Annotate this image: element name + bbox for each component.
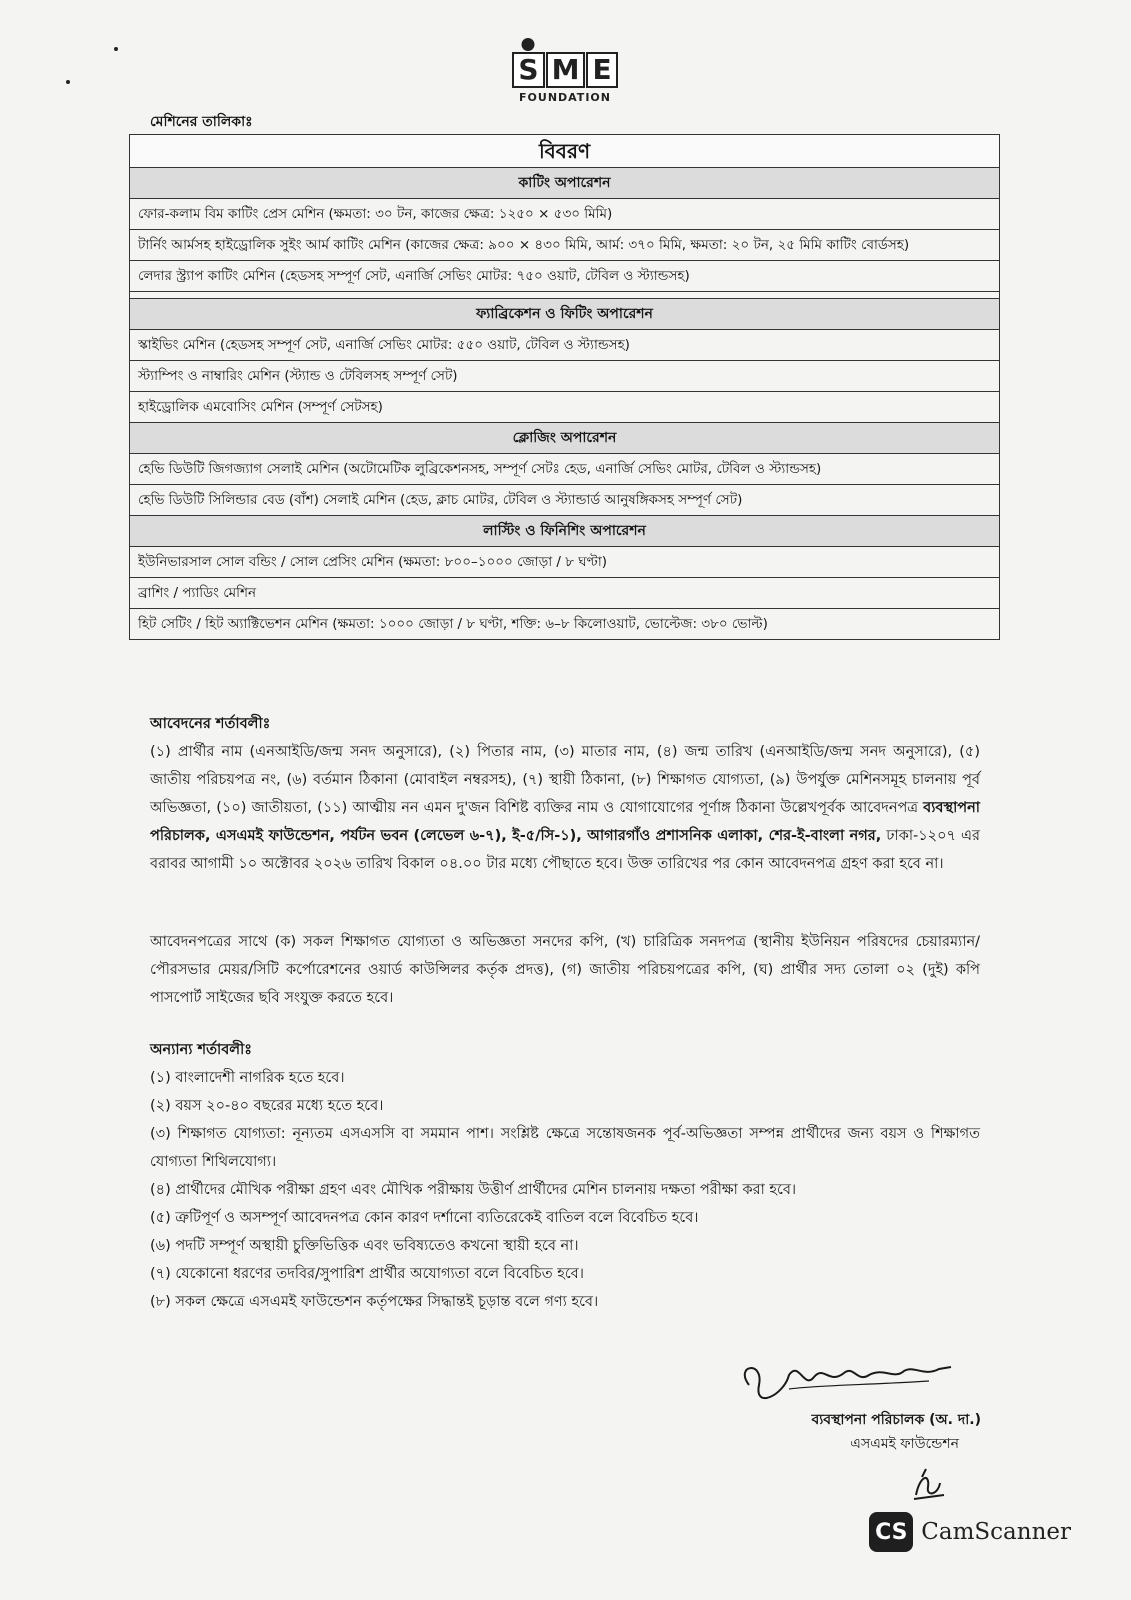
logo-letter: M	[546, 52, 586, 88]
section-title: লাস্টিং ও ফিনিশিং অপারেশন	[130, 516, 1000, 547]
machine-item: হেভি ডিউটি সিলিন্ডার বেড (বাঁশ) সেলাই মেশিন (হেড, ক্লাচ মোটর, টেবিল ও স্ট্যান্ডার্ড আনুষঙ্গিকসহ সম্পূর্ণ সেট)	[130, 485, 1000, 516]
application-terms-heading: আবেদনের শর্তাবলীঃ	[150, 716, 271, 732]
machine-item: স্ট্যাম্পিং ও নাম্বারিং মেশিন (স্ট্যান্ড ও টেবিলসহ সম্পূর্ণ সেট)	[130, 361, 1000, 392]
machine-list-table	[129, 134, 1000, 640]
camscanner-label: CamScanner	[921, 1519, 1071, 1545]
signature-block	[811, 1370, 981, 1456]
application-deadline: ঢাকা-১২০৭ এর বরাবর আগামী ১০ অক্টোবর ২০২৬ তারিখ বিকাল ০৪.০০ টার মধ্যে পৌছাতে হবে। উক্ত তারিখের পর কোন আবেদনপত্র গ্রহণ করা হবে না।	[150, 828, 980, 872]
other-terms	[150, 1036, 980, 1316]
machine-item: ইউনিভারসাল সোল বন্ডিং / সোল প্রেসিং মেশিন (ক্ষমতা: ৮০০–১০০০ জোড়া / ৮ ঘণ্টা)	[130, 547, 1000, 578]
term-item: (৪) প্রার্থীদের মৌখিক পরীক্ষা গ্রহণ এবং মৌখিক পরীক্ষায় উত্তীর্ণ প্রার্থীদের মেশিন চালনায় দক্ষতা পরীক্ষা করা হবে।	[150, 1182, 797, 1198]
table-spacer	[130, 292, 1000, 299]
other-terms-heading: অন্যান্য শর্তাবলীঃ	[150, 1042, 252, 1058]
term-item: (৩) শিক্ষাগত যোগ্যতা: নূন্যতম এসএসসি বা সমমান পাশ। সংশ্লিষ্ট ক্ষেত্রে সন্তোষজনক পূর্ব-অভিজ্ঞতা সম্পন্ন প্রার্থীদের জন্য বয়স ও শিক্ষাগত যোগ্যতা শিথিলযোগ্য।	[150, 1126, 980, 1170]
term-item: (২) বয়স ২০-৪০ বছরের মধ্যে হতে হবে।	[150, 1098, 384, 1114]
application-terms-paragraph	[150, 738, 980, 878]
camscanner-icon: CS	[869, 1512, 913, 1552]
application-address: ব্যবস্থাপনা পরিচালক, এসএমই ফাউন্ডেশন, পর্যটন ভবন (লেভেল ৬-৭), ই-৫/সি-১), আগারগাঁও প্রশাসনিক এলাকা, শের-ই-বাংলা নগর,	[150, 800, 980, 844]
logo-letter: E	[586, 52, 617, 88]
machine-item: হাইড্রোলিক এমবোসিং মেশিন (সম্পূর্ণ সেটসহ)	[130, 392, 1000, 423]
machine-item: ফোর-কলাম বিম কাটিং প্রেস মেশিন (ক্ষমতা: ৩০ টন, কাজের ক্ষেত্র: ১২৫০ × ৫৩০ মিমি)	[130, 199, 1000, 230]
initials-mark	[908, 1465, 948, 1505]
application-terms-text: (১) প্রার্থীর নাম (এনআইডি/জন্ম সনদ অনুসারে), (২) পিতার নাম, (৩) মাতার নাম, (৪) জন্ম তারিখ (এনআইডি/জন্ম সনদ অনুসারে), (৫) জাতীয় পরিচয়পত্র নং, (৬) বর্তমান ঠিকানা (মোবাইল নম্বরসহ), (৭) স্থায়ী ঠিকানা, (৮) শিক্ষাগত যোগ্যতা, (৯) উপর্যুক্ত মেশিনসমূহ চালনায় পূর্ব অভিজ্ঞতা, (১০) জাতীয়তা, (১১) আত্মীয় নন এমন দু'জন বিশিষ্ট ব্যক্তির নাম ও যোগাযোগের পূর্ণাঙ্গ ঠিকানা উল্লেখপূর্বক আবেদনপত্র	[150, 744, 980, 816]
term-item: (৮) সকল ক্ষেত্রে এসএমই ফাউন্ডেশন কর্তৃপক্ষের সিদ্ধান্তই চূড়ান্ত বলে গণ্য হবে।	[150, 1294, 599, 1310]
signatory-title: ব্যবস্থাপনা পরিচালক (অ. দা.)	[811, 1412, 981, 1428]
machine-item: টার্নিং আর্মসহ হাইড্রোলিক সুইং আর্ম কাটিং মেশিন (কাজের ক্ষেত্র: ৯০০ × ৪৩০ মিমি, আর্ম: ৩৭০ মিমি, ক্ষমতা: ২০ টন, ২৫ মিমি কাটিং বোর্ডসহ)	[130, 230, 1000, 261]
term-item: (৫) ত্রুটিপূর্ণ ও অসম্পূর্ণ আবেদনপত্র কোন কারণ দর্শানো ব্যতিরেকেই বাতিল বলে বিবেচিত হবে।	[150, 1210, 699, 1226]
table-caption: মেশিনের তালিকাঃ	[150, 114, 253, 130]
logo-subtitle: FOUNDATION	[519, 91, 611, 104]
scan-speck	[114, 47, 118, 51]
term-item: (১) বাংলাদেশী নাগরিক হতে হবে।	[150, 1070, 345, 1086]
machine-item: স্কাইভিং মেশিন (হেডসহ সম্পূর্ণ সেট, এনার্জি সেভিং মোটর: ৫৫০ ওয়াট, টেবিল ও স্ট্যান্ডসহ)	[130, 330, 1000, 361]
scan-speck	[66, 80, 70, 84]
machine-item: ব্রাশিং / প্যাডিং মেশিন	[130, 578, 1000, 609]
sme-foundation-logo	[512, 36, 618, 108]
section-title: কাটিং অপারেশন	[130, 168, 1000, 199]
term-item: (৬) পদটি সম্পূর্ণ অস্থায়ী চুক্তিভিত্তিক এবং ভবিষ্যতেও কখনো স্থায়ী হবে না।	[150, 1238, 579, 1254]
signatory-organization: এসএমই ফাউন্ডেশন	[850, 1436, 959, 1452]
machine-item: লেদার স্ট্র্যাপ কাটিং মেশিন (হেডসহ সম্পূর্ণ সেট, এনার্জি সেভিং মোটর: ৭৫০ ওয়াট, টেবিল ও স্ট্যান্ডসহ)	[130, 261, 1000, 292]
term-item: (৭) যেকোনো ধরণের তদবির/সুপারিশ প্রার্থীর অযোগ্যতা বলে বিবেচিত হবে।	[150, 1266, 584, 1282]
application-terms	[150, 710, 980, 878]
machine-item: হিট সেটিং / হিট অ্যাক্টিভেশন মেশিন (ক্ষমতা: ১০০০ জোড়া / ৮ ঘণ্টা, শক্তি: ৬–৮ কিলোওয়াট, ভোল্টেজ: ৩৮০ ভোল্ট)	[130, 609, 1000, 640]
camscanner-watermark	[869, 1512, 1071, 1552]
logo-letter: S	[512, 52, 544, 88]
section-title: ক্লোজিং অপারেশন	[130, 423, 1000, 454]
table-header: বিবরণ	[130, 135, 1000, 168]
machine-item: হেভি ডিউটি জিগজ্যাগ সেলাই মেশিন (অটোমেটিক লুব্রিকেশনসহ, সম্পূর্ণ সেটঃ হেড, এনার্জি সেভিং মোটর, টেবিল ও স্ট্যান্ডসহ)	[130, 454, 1000, 485]
attachment-requirements: আবেদনপত্রের সাথে (ক) সকল শিক্ষাগত যোগ্যতা ও অভিজ্ঞতা সনদের কপি, (খ) চারিত্রিক সনদপত্র (স্থানীয় ইউনিয়ন পরিষদের চেয়ারম্যান/পৌরসভার মেয়র/সিটি কর্পোরেশনের ওয়ার্ড কাউন্সিলর কর্তৃক প্রদত্ত), (গ) জাতীয় পরিচয়পত্রের কপি, (ঘ) প্রার্থীর সদ্য তোলা ০২ (দুই) কপি পাসপোর্ট সাইজের ছবি সংযুক্ত করতে হবে।	[150, 934, 980, 1006]
section-title: ফ্যাব্রিকেশন ও ফিটিং অপারেশন	[130, 299, 1000, 330]
